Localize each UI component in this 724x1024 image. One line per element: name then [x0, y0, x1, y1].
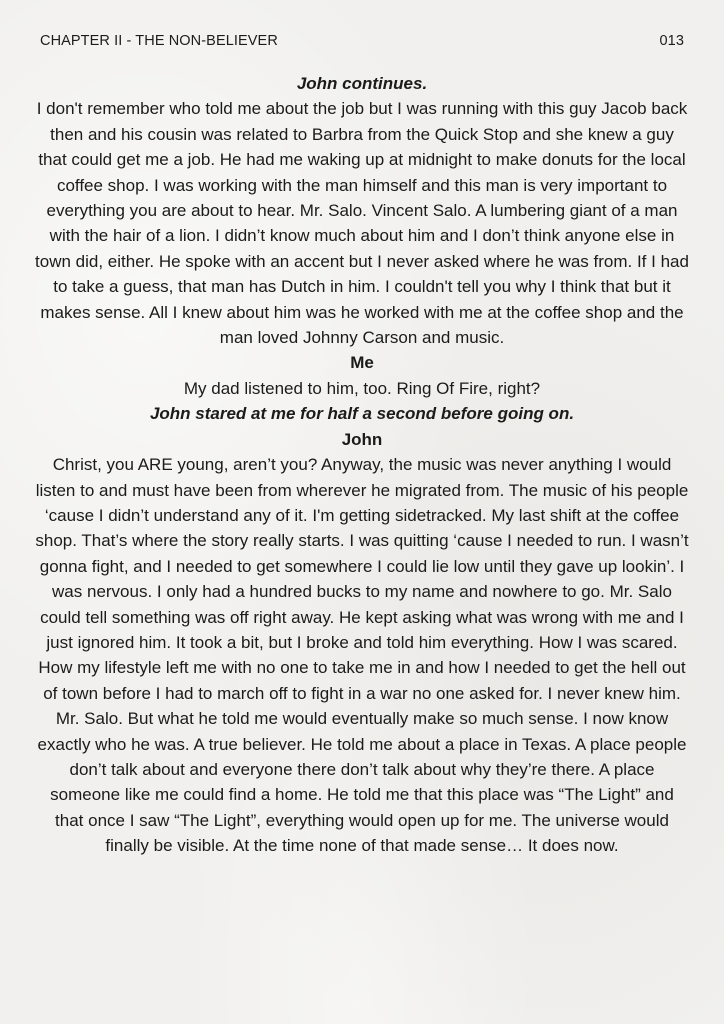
page-number: 013 — [659, 33, 684, 49]
paragraph: Christ, you ARE young, aren’t you? Anyway, the music was never anything I would listen to and must have been from wherever he migrated from. The music of his people ‘cause I didn’t understand any of it. I'm getting sidetracked. My last shift at the coffee shop. That’s where the story really starts. I was quitting ‘cause I needed to run. I wasn’t gonna fight, and I needed to get somewhere I could lie low until they gave up lookin’. I was nervous. I only had a hundred bucks to my name and nowhere to go. Mr. Salo could tell something was off right away. He kept asking what was wrong with me and I just ignored him. It took a bit, but I broke and told him everything. How I was scared. How my lifestyle left me with no one to take me in and how I needed to get the hell out of town before I had to march off to fight in a war no one asked for. I never knew him. Mr. Salo. But what he told me would eventually make so much sense. I now know exactly who he was. A true believer. He told me about a place in Texas. A place people don’t talk about and everyone there don’t talk about why they’re there. A place someone like me could find a home. He told me that this place was “The Light” and that once I saw “The Light”, everything would open up for me. The universe would finally be visible. At the time none of that made sense… It does now. — [35, 455, 689, 856]
page-body — [34, 71, 690, 859]
paragraph: I don't remember who told me about the job but I was running with this guy Jacob back then and his cousin was related to Barbra from the Quick Stop and she knew a guy that could get me a job. He had me waking up at midnight to make donuts for the local coffee shop. I was working with the man himself and this man is very important to everything you are about to hear. Mr. Salo. Vincent Salo. A lumbering giant of a man with the hair of a lion. I didn’t know much about him and I don’t think anyone else in town did, either. He spoke with an accent but I never asked where he was from. If I had to take a guess, that man has Dutch in him. I couldn't tell you why I think that but it makes sense. All I knew about him was he worked with me at the coffee shop and the man loved Johnny Carson and music. — [35, 99, 689, 348]
speaker-label: John — [341, 429, 383, 449]
speaker-label: Me — [350, 353, 374, 373]
paragraph: My dad listened to him, too. Ring Of Fire, right? — [183, 378, 541, 398]
chapter-title: CHAPTER II - THE NON-BELIEVER — [40, 33, 278, 49]
page-header — [40, 33, 684, 49]
stage-direction: John continues. — [296, 74, 428, 93]
stage-direction: John stared at me for half a second before going on. — [149, 404, 575, 424]
